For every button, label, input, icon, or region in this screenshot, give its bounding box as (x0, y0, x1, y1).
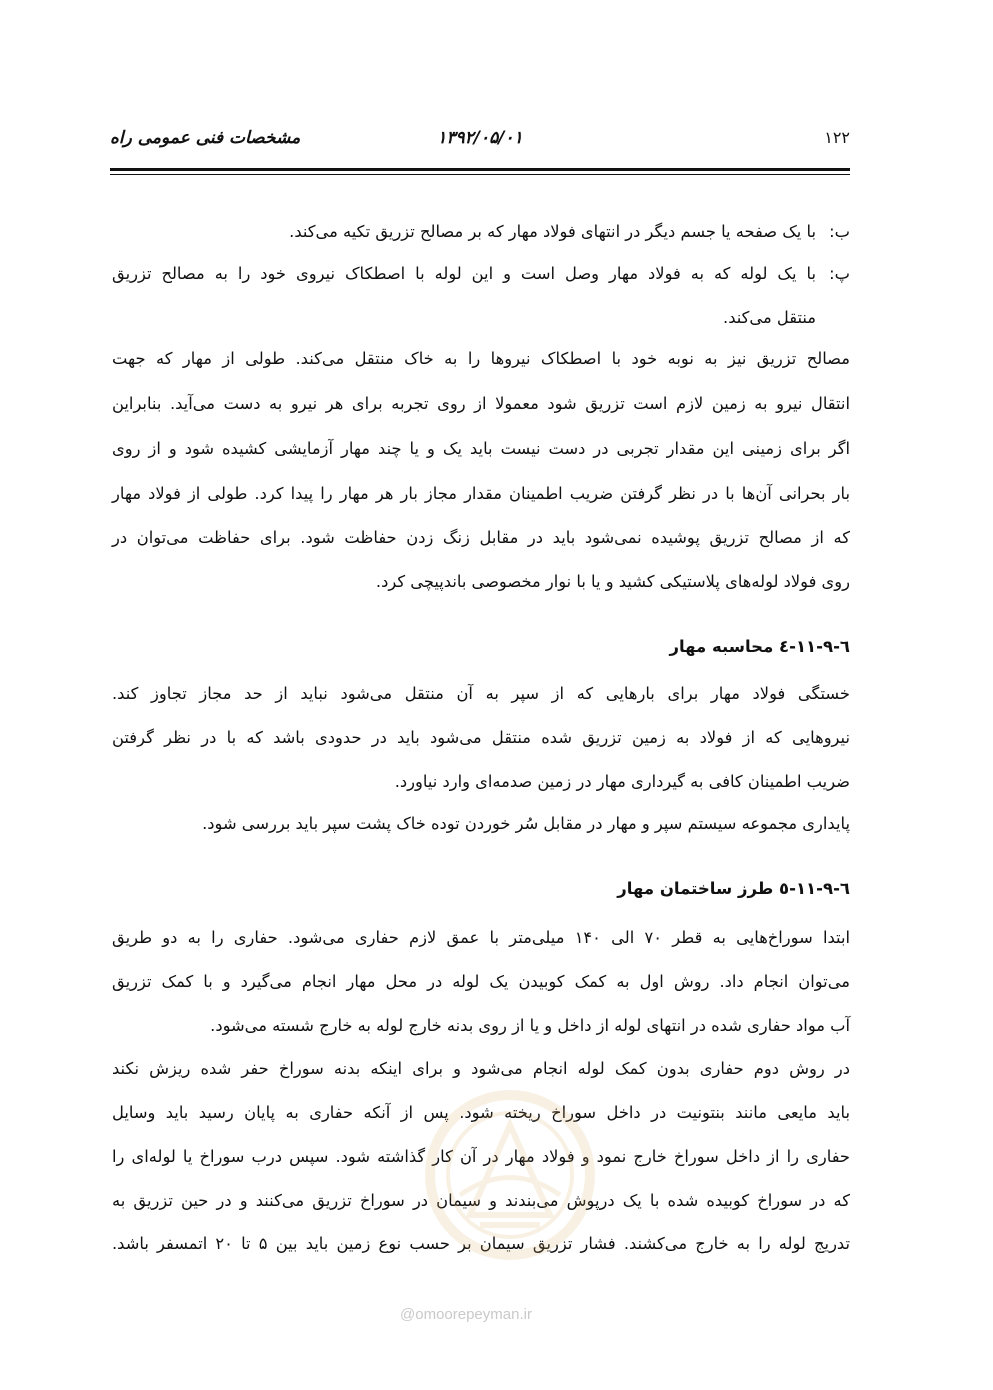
page-header (110, 128, 850, 158)
header-rule-thick (110, 168, 850, 171)
paragraph-line: باید مایعی مانند بنتونیت در داخل سوراخ ریخته شود. پس از آنکه حفاری به پایان رسید باید وسایل (112, 1103, 850, 1122)
paragraph-line: تدریج لوله را به خارج می‌کشند. فشار تزریق سیمان بر حسب نوع زمین باید بین ۵ تا ۲۰ اتمسفر باشد. (112, 1234, 851, 1253)
list-item (112, 218, 850, 246)
section-heading: ٦-٩-١١-٥ طرز ساختمان مهار (617, 879, 850, 898)
list-item-continuation (112, 304, 850, 332)
paragraph-line: در روش دوم حفاری بدون کمک لوله انجام می‌شود و برای اینکه بدنه سوراخ حفر شده ریزش نکند (112, 1059, 850, 1078)
list-item-text: منتقل می‌کند. (723, 308, 816, 327)
paragraph-line: خستگی فولاد مهار برای بارهایی که از سپر به آن منتقل می‌شود نباید از حد مجاز تجاوز کند. (112, 684, 850, 703)
watermark-text: @omoorepeyman.ir (400, 1306, 532, 1323)
paragraph-line: که از مصالح تزریق پوشیده نمی‌شود باید در مقابل زنگ زدن حفاظت شود. برای حفاظت می‌توان در (112, 528, 850, 547)
paragraph-line: که در سوراخ کوبیده شده با یک درپوش می‌بندند و سیمان در سوراخ تزریق می‌کنند و در حین تزریق به (112, 1191, 850, 1210)
paragraph-line: حفاری را از داخل سوراخ خارج نمود و فولاد مهار در آن کار گذاشته شود. سپس درب سوراخ یا لوله‌ای را (112, 1147, 850, 1166)
paragraph-line: مصالح تزریق نیز به نوبه خود با اصطکاک نیروها را به خاک منتقل می‌کند. طولی از مهار که جهت (112, 349, 850, 368)
paragraph-line: پایداری مجموعه سیستم سپر و مهار در مقابل سُر خوردن توده خاک پشت سپر باید بررسی شود. (202, 814, 850, 833)
section-heading: ٦-٩-١١-٤ محاسبه مهار (669, 637, 850, 656)
paragraph-line: آب مواد حفاری شده در انتهای لوله از داخل و یا از روی بدنه خارج لوله به خارج شسته می‌شود. (210, 1016, 850, 1035)
paragraph-line: نیروهایی که از فولاد به زمین تزریق شده منتقل می‌شود باید در حدودی باشد که با در نظر گرفتن (112, 728, 850, 747)
paragraph-line: ضریب اطمینان کافی به گیرداری مهار در زمین صدمه‌ای وارد نیاورد. (394, 772, 850, 791)
paragraph-line: اگر برای زمینی این مقدار تجربی در دست نیست باید یک و یا چند مهار آزمایشی کشیده شود و از روی (112, 439, 850, 458)
paragraph-line: بار بحرانی آن‌ها با در نظر گرفتن ضریب اطمینان مقدار مجاز بار هر مهار را پیدا کرد. طولی از فولاد مهار (112, 484, 850, 503)
list-item-label: ب: (829, 222, 850, 241)
header-rule-thin (110, 174, 850, 175)
page-number: ۱۲۲ (824, 128, 850, 147)
list-item (112, 260, 850, 288)
header-title: مشخصات فنی عمومی راه (110, 128, 301, 148)
list-item-label: پ: (829, 264, 850, 283)
paragraph-line: روی فولاد لوله‌های پلاستیکی کشید و یا با نوار مخصوصی باندپیچی کرد. (375, 572, 850, 591)
paragraph-line: انتقال نیرو به زمین لازم است تزریق شود معمولا از روی تجربه برای هر نیرو به دست می‌آید. بنابراین (112, 394, 850, 413)
paragraph-line: ابتدا سوراخ‌هایی به قطر ۷۰ الی ۱۴۰ میلی‌متر با عمق لازم حفاری می‌شود. حفاری را به دو طریق (112, 928, 851, 947)
header-date: ۱۳۹۲/۰۵/۰۱ (437, 128, 523, 148)
list-item-text: با یک لوله که به فولاد مهار وصل است و این لوله با اصطکاک نیروی خود را به مصالح تزریق (112, 264, 816, 283)
paragraph-line: می‌توان انجام داد. روش اول به کمک کوبیدن یک لوله در محل مهار انجام می‌گیرد و با کمک تزریق (112, 972, 850, 991)
list-item-text: با یک صفحه یا جسم دیگر در انتهای فولاد مهار که بر مصالح تزریق تکیه می‌کند. (289, 222, 816, 241)
